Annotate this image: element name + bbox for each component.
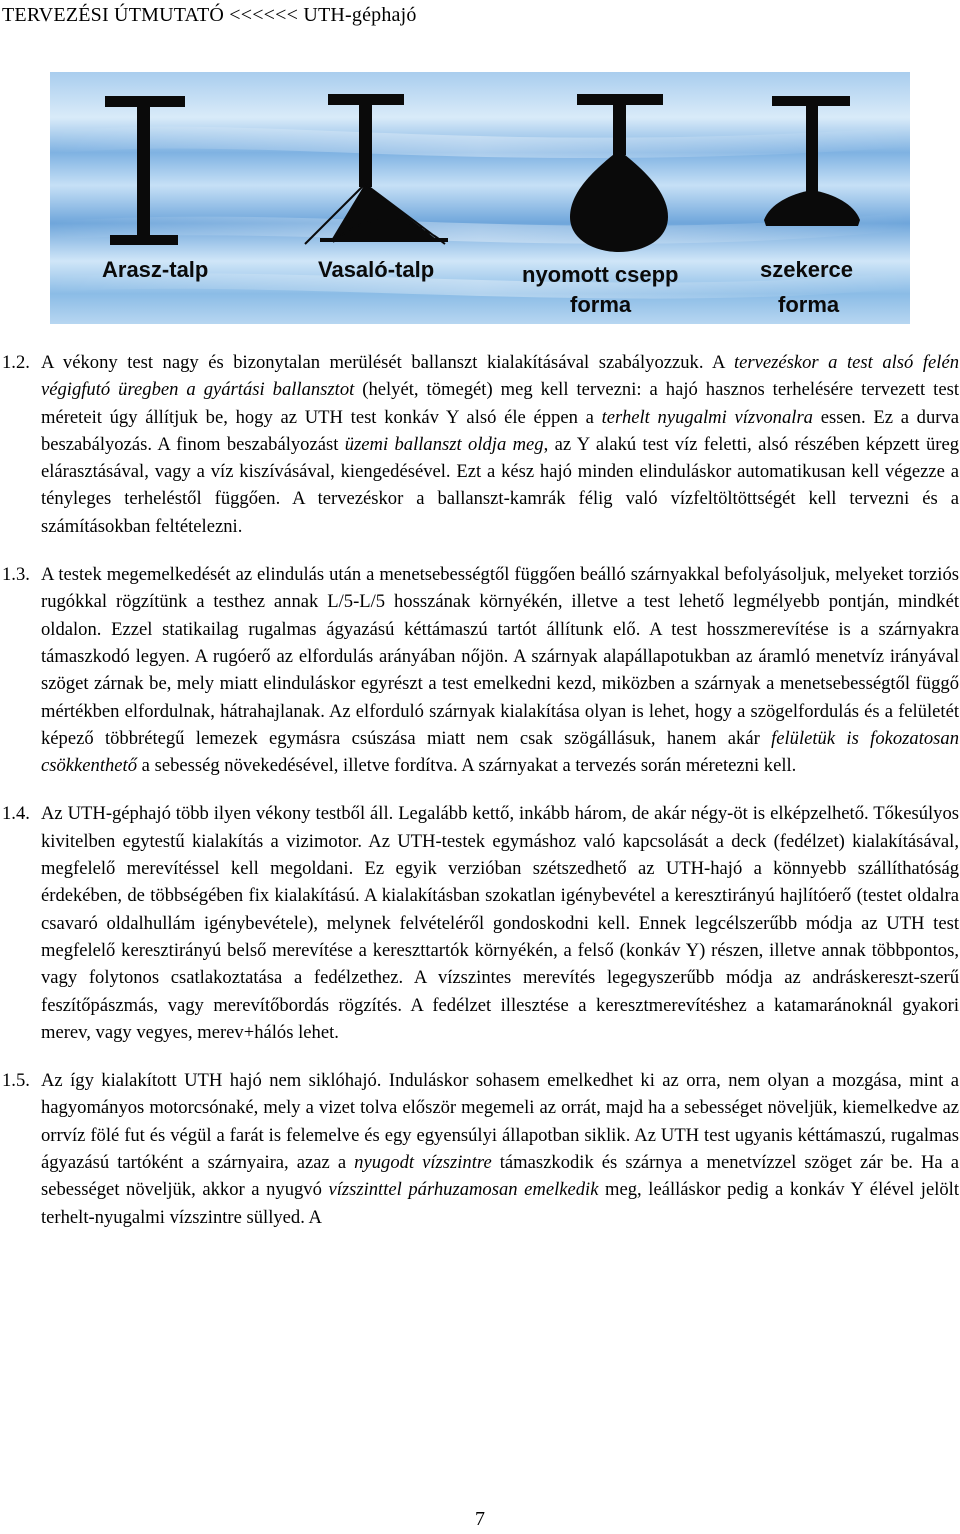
section-1-2 (0, 349, 960, 540)
text-segment: essen. Ez a durva beszabályozás. A finom beszabályozást (41, 406, 960, 455)
figure-label-szekerce: szekerce (760, 257, 853, 282)
hull-shapes-figure (50, 72, 910, 324)
text-segment-italic: tervezéskor a test alsó felén végigfutó üregben a gyártási ballansztot (41, 352, 959, 401)
section-number: 1.4. (2, 803, 30, 825)
section-paragraph (41, 349, 959, 540)
section-1-5 (0, 1067, 960, 1231)
text-segment-italic: terhelt nyugalmi vízvonalra (601, 406, 813, 428)
text-segment-italic: nyugodt vízszintre (354, 1152, 492, 1174)
page-number: 7 (475, 1508, 485, 1530)
text-segment-italic: vízszinttel párhuzamosan emelkedik (328, 1179, 599, 1201)
text-segment: , az Y alakú test víz feletti, alsó részében képzett üreg elárasztásával, vagy a víz kiszívásával, kiengedésével. Ezt a kész hajó minden elinduláskor automatikusan kell végezze a tényleges terheléstől függően. A tervezéskor a ballanszt-kamrák félig való vízfeltöltöttségét kell tervezni és a számításokban feltételezni. (41, 433, 959, 537)
section-paragraph (41, 1067, 959, 1231)
text-segment: támaszkodik és szárnya a menetvízzel szöget zár be. Ha a sebességet növeljük, akkor a nyugvó (41, 1152, 959, 1201)
section-1-4 (0, 800, 960, 1046)
text-segment: Az így kialakított UTH hajó nem siklóhajó. Induláskor sohasem emelkedhet ki az orra, nem olyan a mozgása, mint a hagyományos motorcsónaké, mely a vizet tolva először megemeli az orrát, majd ha a sebességet növeljük, kiemelkedve az orrvíz fölé fut és végül a farát is felemelve és egy egyensúlyi állapotban siklik. Az UTH test ugyanis kéttámaszú, rugalmas ágyazású tartóként a szárnyaira, azaz a (41, 1070, 959, 1174)
text-segment-italic: üzemi ballanszt oldja meg (344, 433, 544, 455)
section-number: 1.2. (2, 352, 30, 373)
section-paragraph (41, 561, 959, 779)
hull-shapes-illustration (50, 72, 910, 324)
text-segment-italic: felületük is fokozatosan csökkenthető (41, 727, 959, 777)
text-segment: (helyét, tömegét) meg kell tervezni: a hajó hasznos terhelésére tervezett test méreteit úgy állítjuk be, hogy az UTH test konkáv Y alsó éle éppen a (41, 379, 959, 428)
text-segment: A testek megemelkedését az elindulás után a menetsebességtől függően beálló szárnyakkal befolyásoljuk, melyeket torziós rugókkal rögzítünk a testhez annak L/5-L/5 hosszának környékén, illetve a test lehető legmélyebb pontján, mindkét oldalon. Ezzel statikailag rugalmas ágyazású kéttámaszú tartót állítunk elő. A test hosszmerevítése is a szárnyakra támaszkodó legyen. A rugóerő az elfordulás arányában nőjön. A szárnyak alapállapotukban az áramló menetvíz irányával szöget zárnak be, mely miatt elinduláskor egyrészt a test emelkedni kezd, miközben a szárnyak a menetsebességtől függő mértékben elfordulnak, hátrahajlanak. Az elforduló szárnyak kialakítása olyan is lehet, hogy a szögelfordulás és a felületét képező többrétegű lemezek egymásra csúszása miatt nem csak szögállásuk, hanem akár (41, 564, 959, 749)
text-segment: A vékony test nagy és bizonytalan merülését ballanszt kialakításával szabályozzuk. A (41, 352, 734, 373)
text-segment: Az UTH-géphajó több ilyen vékony testből áll. Legalább kettő, inkább három, de akár négy-öt is elképzelhető. Tőkesúlyos kivitelben egytestű kialakítás a vizimotor. Az UTH-testek egymáshoz való kapcsolását a deck (fedélzet) kialakításával, megfelelő merevítéssel kell megoldani. Ez egyik verzióban szétszedhető az UTH-hajó a könnyebb szállíthatóság érdekében, de többségében fix kialakítású. A kialakításban szokatlan igénybevétel a keresztirányú hajlítóerő (testet oldalra csavaró oldalhullám igénybevétele), melynek felvételéről gondoskodni kell. Ennek legcélszerűbb módja az UTH test megfelelő keresztirányú belső merevítése a kereszttartók környékén, a felső (konkáv Y) részen, illetve annak többpontos, vagy folytonos csatlakoztatása a fedélzethez. A vízszintes merevítés legegyszerűbb módja az andráskereszt-szerű feszítőpászmás, vagy merevítőbordás rögzítés. A fedélzet illesztése a keresztmerevítéshez a katamaránoknál gyakori merev, vagy vegyes, merev+hálós lehet. (41, 803, 959, 1043)
figure-label-forma-1: forma (570, 292, 632, 317)
text-segment: meg, leálláskor pedig a konkáv Y élével jelölt terhelt-nyugalmi vízszintre süllyed. A (41, 1179, 959, 1228)
figure-label-vasalo-talp: Vasaló-talp (318, 257, 435, 282)
body-sections (0, 349, 960, 1252)
text-segment: a sebesség növekedésével, illetve fordítva. A szárnyakat a tervezés során méretezni kell. (137, 755, 797, 777)
figure-label-arasz-talp: Arasz-talp (102, 257, 209, 282)
document-header: TERVEZÉSI ÚTMUTATÓ <<<<<< UTH-géphajó (2, 4, 417, 26)
section-paragraph (41, 800, 959, 1046)
section-number: 1.3. (2, 564, 30, 586)
figure-label-forma-2: forma (778, 292, 840, 317)
section-number: 1.5. (2, 1070, 30, 1092)
figure-label-nyomott-csepp: nyomott csepp (522, 262, 679, 287)
section-1-3 (0, 561, 960, 779)
